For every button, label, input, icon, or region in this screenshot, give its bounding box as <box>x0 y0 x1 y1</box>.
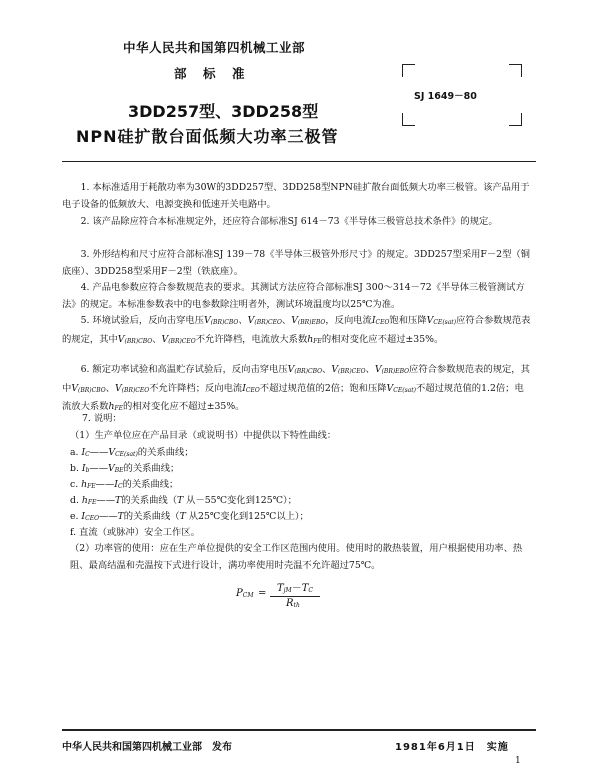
subscript: (BR)EBO <box>381 368 410 375</box>
symbol: T <box>115 495 122 506</box>
subscript: BE <box>114 467 124 474</box>
symbol: h <box>81 495 88 506</box>
subscript: C <box>308 587 313 594</box>
subscript: (BR)CEO <box>168 337 196 345</box>
subscript: FE <box>313 337 322 345</box>
subscript: C <box>117 483 123 490</box>
subscript: (BR)CEO <box>254 319 282 326</box>
curve-text: 的关系曲线； <box>137 447 194 458</box>
subscript: C <box>85 451 90 458</box>
paragraph-3: 3. 外形结构和尺寸应符合部标准SJ 139－78《半导体三极管外形尺寸》的规定。3DD257型采用F－2型（铜底座）、3DD258型采用F－2型（铁底座）。 <box>62 249 530 277</box>
formula-numerator <box>277 579 313 594</box>
title-line-2: NPN硅扩散台面低频大功率三极管 <box>76 127 339 146</box>
standard-number: SJ 1649－80 <box>414 91 477 102</box>
p6-text: 不超过规范值的2倍；饱和压降 <box>259 382 387 394</box>
subscript: CEO <box>85 515 99 522</box>
box-corner <box>402 64 415 77</box>
p6-text: 不超过规范值的1.2倍；电流放大系数 <box>62 382 524 412</box>
curve-text: —— <box>96 495 116 506</box>
footer-issuer: 中华人民共和国第四机械工业部 发布 <box>62 742 232 753</box>
subscript: th <box>293 602 300 609</box>
symbol: I <box>81 447 86 458</box>
symbol: V <box>71 382 79 394</box>
subscript: CE(sat) <box>393 386 416 394</box>
standard-type: 部 标 准 <box>174 66 247 81</box>
ministry-header: 中华人民共和国第四机械工业部 <box>123 40 306 55</box>
subscript: FE <box>87 499 97 506</box>
symbol: V <box>203 315 211 326</box>
subscript: (BR)CBO <box>210 319 239 326</box>
subscript: CEO <box>245 386 260 394</box>
subscript: jM <box>283 587 292 594</box>
symbol: T <box>301 583 309 594</box>
header-rule <box>62 161 536 162</box>
symbol: V <box>291 315 298 326</box>
symbol: P <box>236 588 243 599</box>
paragraph-2: 2. 该产品除应符合本标准规定外，还应符合部标准SJ 614－73《半导体三极管总技术条件》的规定。 <box>80 216 498 227</box>
curve-text: 的关系曲线（ <box>121 495 178 506</box>
curve-text: 从25℃变化到125℃以上）； <box>185 511 309 522</box>
curve-text: 的关系曲线； <box>123 463 180 474</box>
p5-text: 应符合参数规范表的规定，其中 <box>62 315 531 345</box>
footer-date: 1981年6月1日 实施 <box>395 742 509 753</box>
p5-text: 不允许降档，电流放大系数 <box>195 333 308 345</box>
p6-text: 6. 额定功率试验和高温贮存试验后，反向击穿电压 <box>80 364 288 375</box>
symbol: V <box>108 447 116 458</box>
symbol: V <box>247 315 255 326</box>
box-corner <box>509 113 522 126</box>
subscript: (BR)EBO <box>297 319 326 326</box>
curve-text: 的关系曲线（ <box>123 511 180 522</box>
symbol: T <box>179 511 186 522</box>
symbol: V <box>108 463 115 474</box>
curve-text: 从－55℃变化到125℃）； <box>183 495 297 506</box>
curve-text: a. <box>70 447 82 458</box>
formula-denominator <box>286 598 300 609</box>
footer-rule <box>62 729 536 731</box>
page-number: 1 <box>515 756 521 766</box>
box-corner <box>509 64 522 77</box>
curve-text: b. <box>70 463 82 474</box>
paragraph-1: 1. 本标准适用于耗散功率为30W的3DD257型、3DD258型NPN硅扩散台面低频大功率三极管。该产品用于电子设备的低频放大、电源变换和低速开关电路中。 <box>62 182 530 210</box>
subscript: (BR)CBO <box>78 386 106 394</box>
symbol: V <box>426 315 434 326</box>
subscript: (BR)CEO <box>338 368 366 375</box>
curve-text: 的关系曲线； <box>122 479 179 490</box>
subscript: (BR)CEO <box>121 386 150 394</box>
symbol: I <box>81 463 86 474</box>
curve-text: c. <box>70 479 82 490</box>
paragraph-4: 4. 产品电参数应符合参数规范表的要求。其测试方法应符合部标准SJ 300～314－72《半导体三极管测试方法》的规定。本标准参数表中的电参数除注明者外，测试环境温度均以25℃为准。 <box>62 282 525 310</box>
note-7-2: （2）功率管的使用：应在生产单位提供的安全工作区范围内使用。使用时的散热装置，用户根据使用功率、热阻、最高结温和壳温按下式进行设计，满功率使用时壳温不允许超过75℃。 <box>70 543 523 571</box>
p5-text: 饱和压降 <box>389 315 427 326</box>
symbol: V <box>117 333 125 345</box>
symbol: I <box>371 315 376 326</box>
subscript: FE <box>87 483 96 490</box>
note-7: 7. 说明： <box>82 413 122 424</box>
symbol: I <box>81 511 86 522</box>
standard-number-box <box>402 64 522 126</box>
box-corner <box>402 113 415 126</box>
minus-sign: － <box>291 583 302 594</box>
curve-text: d. <box>70 495 82 506</box>
symbol: h <box>108 401 115 412</box>
symbol: T <box>117 511 124 522</box>
symbol: h <box>307 333 314 345</box>
subscript: CEO <box>375 319 390 326</box>
formula-lhs <box>236 588 253 599</box>
p6-text: 不允许降档；反向电流 <box>149 382 243 394</box>
subscript: (BR)CBO <box>294 368 323 375</box>
symbol: h <box>81 479 88 490</box>
subscript: CM <box>242 592 254 599</box>
curve-f: f. 直流（或脉冲）安全工作区。 <box>70 527 200 538</box>
symbol: T <box>277 583 284 594</box>
symbol: T <box>177 495 184 506</box>
p6-text: 应符合参数规范表的规定，其中 <box>62 364 530 394</box>
note-7-1: （1）生产单位应在产品目录（或说明书）中提供以下特性曲线： <box>70 430 337 441</box>
symbol: V <box>374 364 382 375</box>
symbol: I <box>242 382 246 394</box>
p5-text: 的相对变化应不超过±35%。 <box>321 333 444 345</box>
subscript: (BR)CBO <box>124 337 153 345</box>
paragraph-6: 6. 额定功率试验和高温贮存试验后，反向击穿电压$V_{(BR)CBO}$、$V_{(BR)CEO}$、$V_{(BR)EBO}$应符合参数规范表的规定，其中$V_{(BR)CBO}$、$V_{(BR)CEO}$不允许降档；反向电流$I_{CEO}$不超过规范值的2倍；饱和压降$V_{CE(sat)}$不超过规范值的1.2倍；电流放大系数$h_{FE}$的相对变化应不超过±35%。 <box>62 364 530 412</box>
subscript: FE <box>114 405 124 412</box>
symbol: V <box>386 382 394 394</box>
p6-text: 的相对变化应不超过±35%。 <box>123 401 245 412</box>
curve-text: —— <box>95 479 115 490</box>
paragraph-5: 5. 环境试验后，反向击穿电压$V_{(BR)CBO}$、$V_{(BR)CEO}$、$V_{(BR)EBO}$，反向电流$I_{CEO}$饱和压降$V_{CE(sat)}$应符合参数规范表的规定，其中$V_{(BR)CBO}$、$V_{(BR)CEO}$不允许降档，电流放大系数$h_{FE}$的相对变化应不超过±35%。 <box>62 315 531 345</box>
p5-text: 5. 环境试验后，反向击穿电压 <box>80 315 204 326</box>
symbol: V <box>331 364 339 375</box>
symbol: V <box>114 382 122 394</box>
symbol: V <box>161 333 169 345</box>
symbol: R <box>286 598 294 609</box>
formula-equals: = <box>258 588 267 599</box>
subscript: CE(sat) <box>433 319 457 326</box>
curve-text: —— <box>99 511 118 522</box>
subscript: b <box>85 467 90 474</box>
symbol: V <box>287 364 295 375</box>
curve-text: —— <box>89 463 108 474</box>
p5-text: ，反向电流 <box>325 315 372 326</box>
fraction-bar <box>270 596 320 597</box>
curve-text: —— <box>89 447 109 458</box>
subscript: CE(sat) <box>115 451 138 458</box>
symbol: I <box>114 479 118 490</box>
curve-text: e. <box>70 511 82 522</box>
title-line-1: 3DD257型、3DD258型 <box>128 102 319 121</box>
